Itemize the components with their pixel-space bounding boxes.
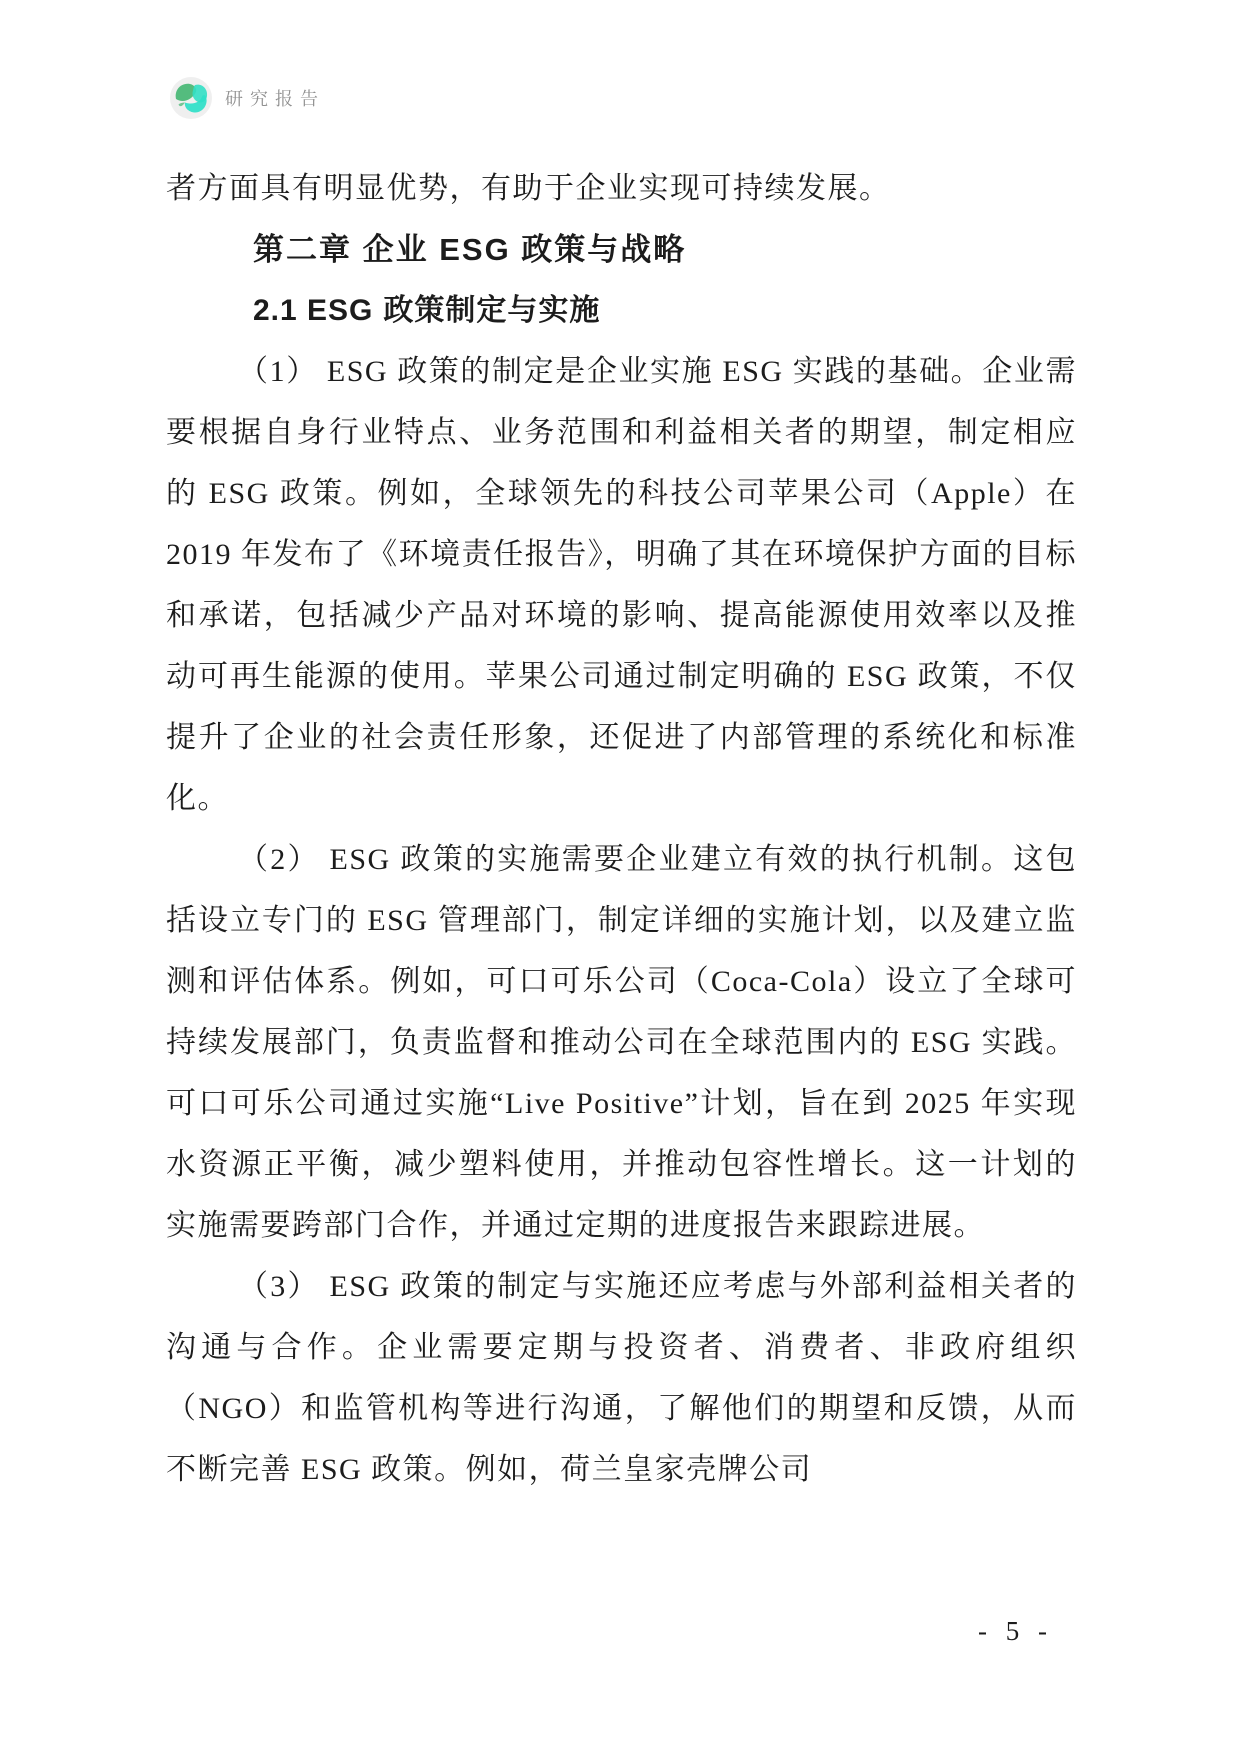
paragraph-continuation: 者方面具有明显优势，有助于企业实现可持续发展。 (166, 172, 891, 205)
brand-label: 研究报告 (225, 89, 325, 109)
paragraph-2: （2） ESG 政策的实施需要企业建立有效的执行机制。这包括设立专门的 ESG 管理部门，制定详细的实施计划，以及建立监测和评估体系。例如，可口可乐公司（Coca-Cola）设立了全球可持续发展部门，负责监督和推动公司在全球范围内的 ESG 实践。可口可乐公司通过实施“Live Positive”计划，旨在到 2025 年实现水资源正平衡，减少塑料使用，并推动包容性增长。这一计划的实施需要跨部门合作，并通过定期的进度报告来跟踪进展。 (166, 843, 1077, 1242)
document-body (166, 158, 1077, 1500)
page-number: - 5 - (978, 1616, 1053, 1646)
brand-logo-icon (169, 76, 213, 120)
paragraph-3: （3） ESG 政策的制定与实施还应考虑与外部利益相关者的沟通与合作。企业需要定期与投资者、消费者、非政府组织（NGO）和监管机构等进行沟通，了解他们的期望和反馈，从而不断完善 ESG 政策。例如，荷兰皇家壳牌公司 (166, 1270, 1077, 1486)
section-heading (166, 280, 1077, 341)
section-heading-number: 2.1 ESG (253, 294, 374, 327)
chapter-heading: 第二章 企业 ESG 政策与战略 (253, 232, 687, 267)
section-heading-title: 政策制定与实施 (383, 294, 601, 327)
brand-header (169, 76, 325, 120)
paragraph-1: （1） ESG 政策的制定是企业实施 ESG 实践的基础。企业需要根据自身行业特点、业务范围和利益相关者的期望，制定相应的 ESG 政策。例如，全球领先的科技公司苹果公司（Apple）在 2019 年发布了《环境责任报告》，明确了其在环境保护方面的目标和承诺，包括减少产品对环境的影响、提高能源使用效率以及推动可再生能源的使用。苹果公司通过制定明确的 ESG 政策，不仅提升了企业的社会责任形象，还促进了内部管理的系统化和标准化。 (166, 355, 1077, 815)
